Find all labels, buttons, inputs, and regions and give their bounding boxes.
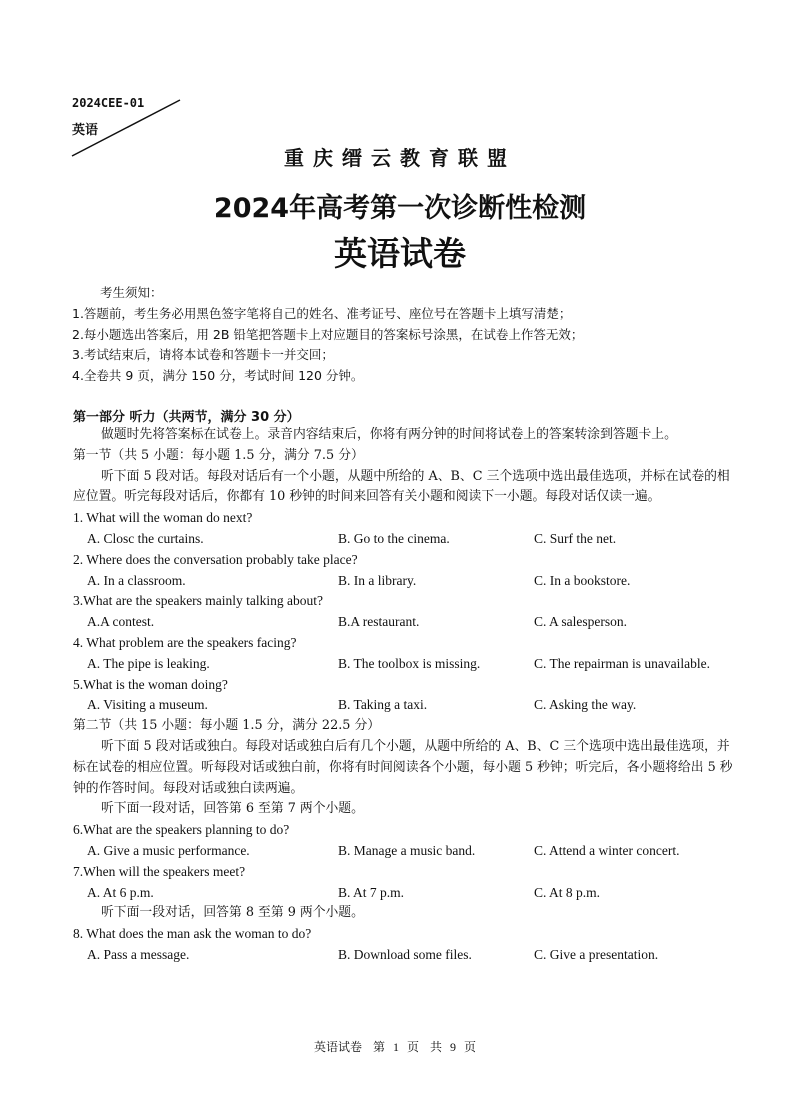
option-b: B. In a library. bbox=[338, 572, 417, 588]
option-b: B.A restaurant. bbox=[338, 614, 420, 630]
section1-intro: 听下面 5 段对话。每段对话后有一个小题，从题中所给的 A、B、C 三个选项中选出最佳选项，并标在试卷的相应位置。听完每段对话后，你都有 10 秒钟的时间来回答有关小题和阅读下一小题。每段对话仅读一遍。 bbox=[73, 468, 730, 505]
option-a: A. The pipe is leaking. bbox=[87, 655, 210, 671]
option-a: A. Give a music performance. bbox=[87, 842, 250, 858]
option-a: A.A contest. bbox=[87, 614, 155, 630]
note-item: 3.考试结束后，请将本试卷和答题卡一并交回； bbox=[72, 347, 334, 363]
footer-total: 9 bbox=[450, 1040, 457, 1054]
note-item: 2.每小题选出答案后，用 2B 铅笔把答题卡上对应题目的答案标号涂黑，在试卷上作答无效； bbox=[72, 326, 584, 342]
option-b: B. At 7 p.m. bbox=[338, 884, 405, 900]
question-options bbox=[73, 945, 733, 966]
question-stem: 6.What are the speakers planning to do? bbox=[73, 822, 290, 838]
option-a: A. Visiting a museum. bbox=[87, 697, 208, 713]
option-a: A. Pass a message. bbox=[87, 946, 190, 962]
question-stem: 2. Where does the conversation probably take place? bbox=[73, 551, 358, 567]
option-b: B. Go to the cinema. bbox=[338, 530, 450, 546]
question-options bbox=[73, 883, 733, 904]
group-instruction: 听下面一段对话，回答第 6 至第 7 两个小题。 bbox=[101, 801, 364, 817]
question-stem: 1. What will the woman do next? bbox=[73, 510, 253, 526]
notes-heading: 考生须知： bbox=[100, 285, 163, 300]
page-footer bbox=[0, 1038, 790, 1055]
option-c: C. A salesperson. bbox=[534, 614, 627, 630]
section1-heading: 第一节（共 5 小题：每小题 1.5 分，满分 7.5 分） bbox=[73, 447, 364, 463]
note-item: 1.答题前，考生务必用黑色签字笔将自己的姓名、准考证号、座位号在答题卡上填写清楚； bbox=[72, 305, 572, 321]
part1-intro: 做题时先将答案标在试卷上。录音内容结束后，你将有两分钟的时间将试卷上的答案转涂到答题卡上。 bbox=[101, 427, 677, 442]
option-c: C. Surf the net. bbox=[534, 530, 617, 546]
organization-name: 重庆缙云教育联盟 bbox=[284, 146, 516, 170]
exam-code: 2024CEE-01 bbox=[72, 96, 145, 110]
option-c: C. Attend a winter concert. bbox=[534, 842, 680, 858]
question-options bbox=[73, 529, 733, 550]
exam-title: 2024年高考第一次诊断性检测 bbox=[213, 193, 587, 224]
option-c: C. Give a presentation. bbox=[534, 946, 659, 962]
option-b: B. Manage a music band. bbox=[338, 842, 476, 858]
footer-page-suffix: 页 bbox=[406, 1040, 419, 1054]
exam-subtitle: 英语试卷 bbox=[334, 234, 466, 273]
question-stem: 5.What is the woman doing? bbox=[73, 676, 228, 692]
footer-page: 1 bbox=[392, 1040, 399, 1054]
question-stem: 3.What are the speakers mainly talking about? bbox=[73, 593, 324, 609]
subject-label: 英语 bbox=[72, 123, 99, 138]
option-c: C. Asking the way. bbox=[534, 697, 637, 713]
option-b: B. The toolbox is missing. bbox=[338, 655, 481, 671]
question-options bbox=[73, 841, 733, 862]
footer-subject: 英语试卷 bbox=[313, 1040, 362, 1054]
section2-intro: 听下面 5 段对话或独白。每段对话或独白后有几个小题，从题中所给的 A、B、C 三个选项中选出最佳选项，并标在试卷的相应位置。听每段对话或独白前，你将有时间阅读各个小题，每小题 5 秒钟；听完后，各小题将给出 5 秒钟的作答时间。每段对话或独白读两遍。 bbox=[73, 738, 733, 796]
option-c: C. In a bookstore. bbox=[534, 572, 631, 588]
question-options bbox=[73, 612, 733, 633]
option-a: A. In a classroom. bbox=[87, 572, 186, 588]
footer-total-prefix: 共 bbox=[430, 1040, 443, 1054]
note-item: 4.全卷共 9 页，满分 150 分，考试时间 120 分钟。 bbox=[72, 368, 364, 384]
option-b: B. Taking a taxi. bbox=[338, 697, 428, 713]
question-stem: 7.When will the speakers meet? bbox=[73, 863, 246, 879]
question-stem: 8. What does the man ask the woman to do? bbox=[73, 926, 312, 942]
question-stem: 4. What problem are the speakers facing? bbox=[73, 634, 297, 650]
group-instruction: 听下面一段对话，回答第 8 至第 9 两个小题。 bbox=[101, 905, 364, 921]
question-options bbox=[73, 571, 733, 592]
option-a: A. At 6 p.m. bbox=[87, 884, 154, 900]
candidate-notes bbox=[72, 283, 583, 387]
section2-heading: 第二节（共 15 小题：每小题 1.5 分，满分 22.5 分） bbox=[73, 718, 381, 734]
question-options bbox=[73, 654, 733, 675]
part1-heading: 第一部分 听力（共两节，满分 30 分） bbox=[73, 410, 300, 425]
option-b: B. Download some files. bbox=[338, 946, 472, 962]
question-options bbox=[73, 695, 733, 716]
exam-body bbox=[73, 406, 733, 966]
option-c: C. At 8 p.m. bbox=[534, 884, 601, 900]
footer-total-suffix: 页 bbox=[464, 1040, 477, 1054]
option-a: A. Closc the curtains. bbox=[87, 530, 204, 546]
footer-page-prefix: 第 bbox=[372, 1040, 385, 1054]
option-c: C. The repairman is unavailable. bbox=[534, 655, 710, 671]
